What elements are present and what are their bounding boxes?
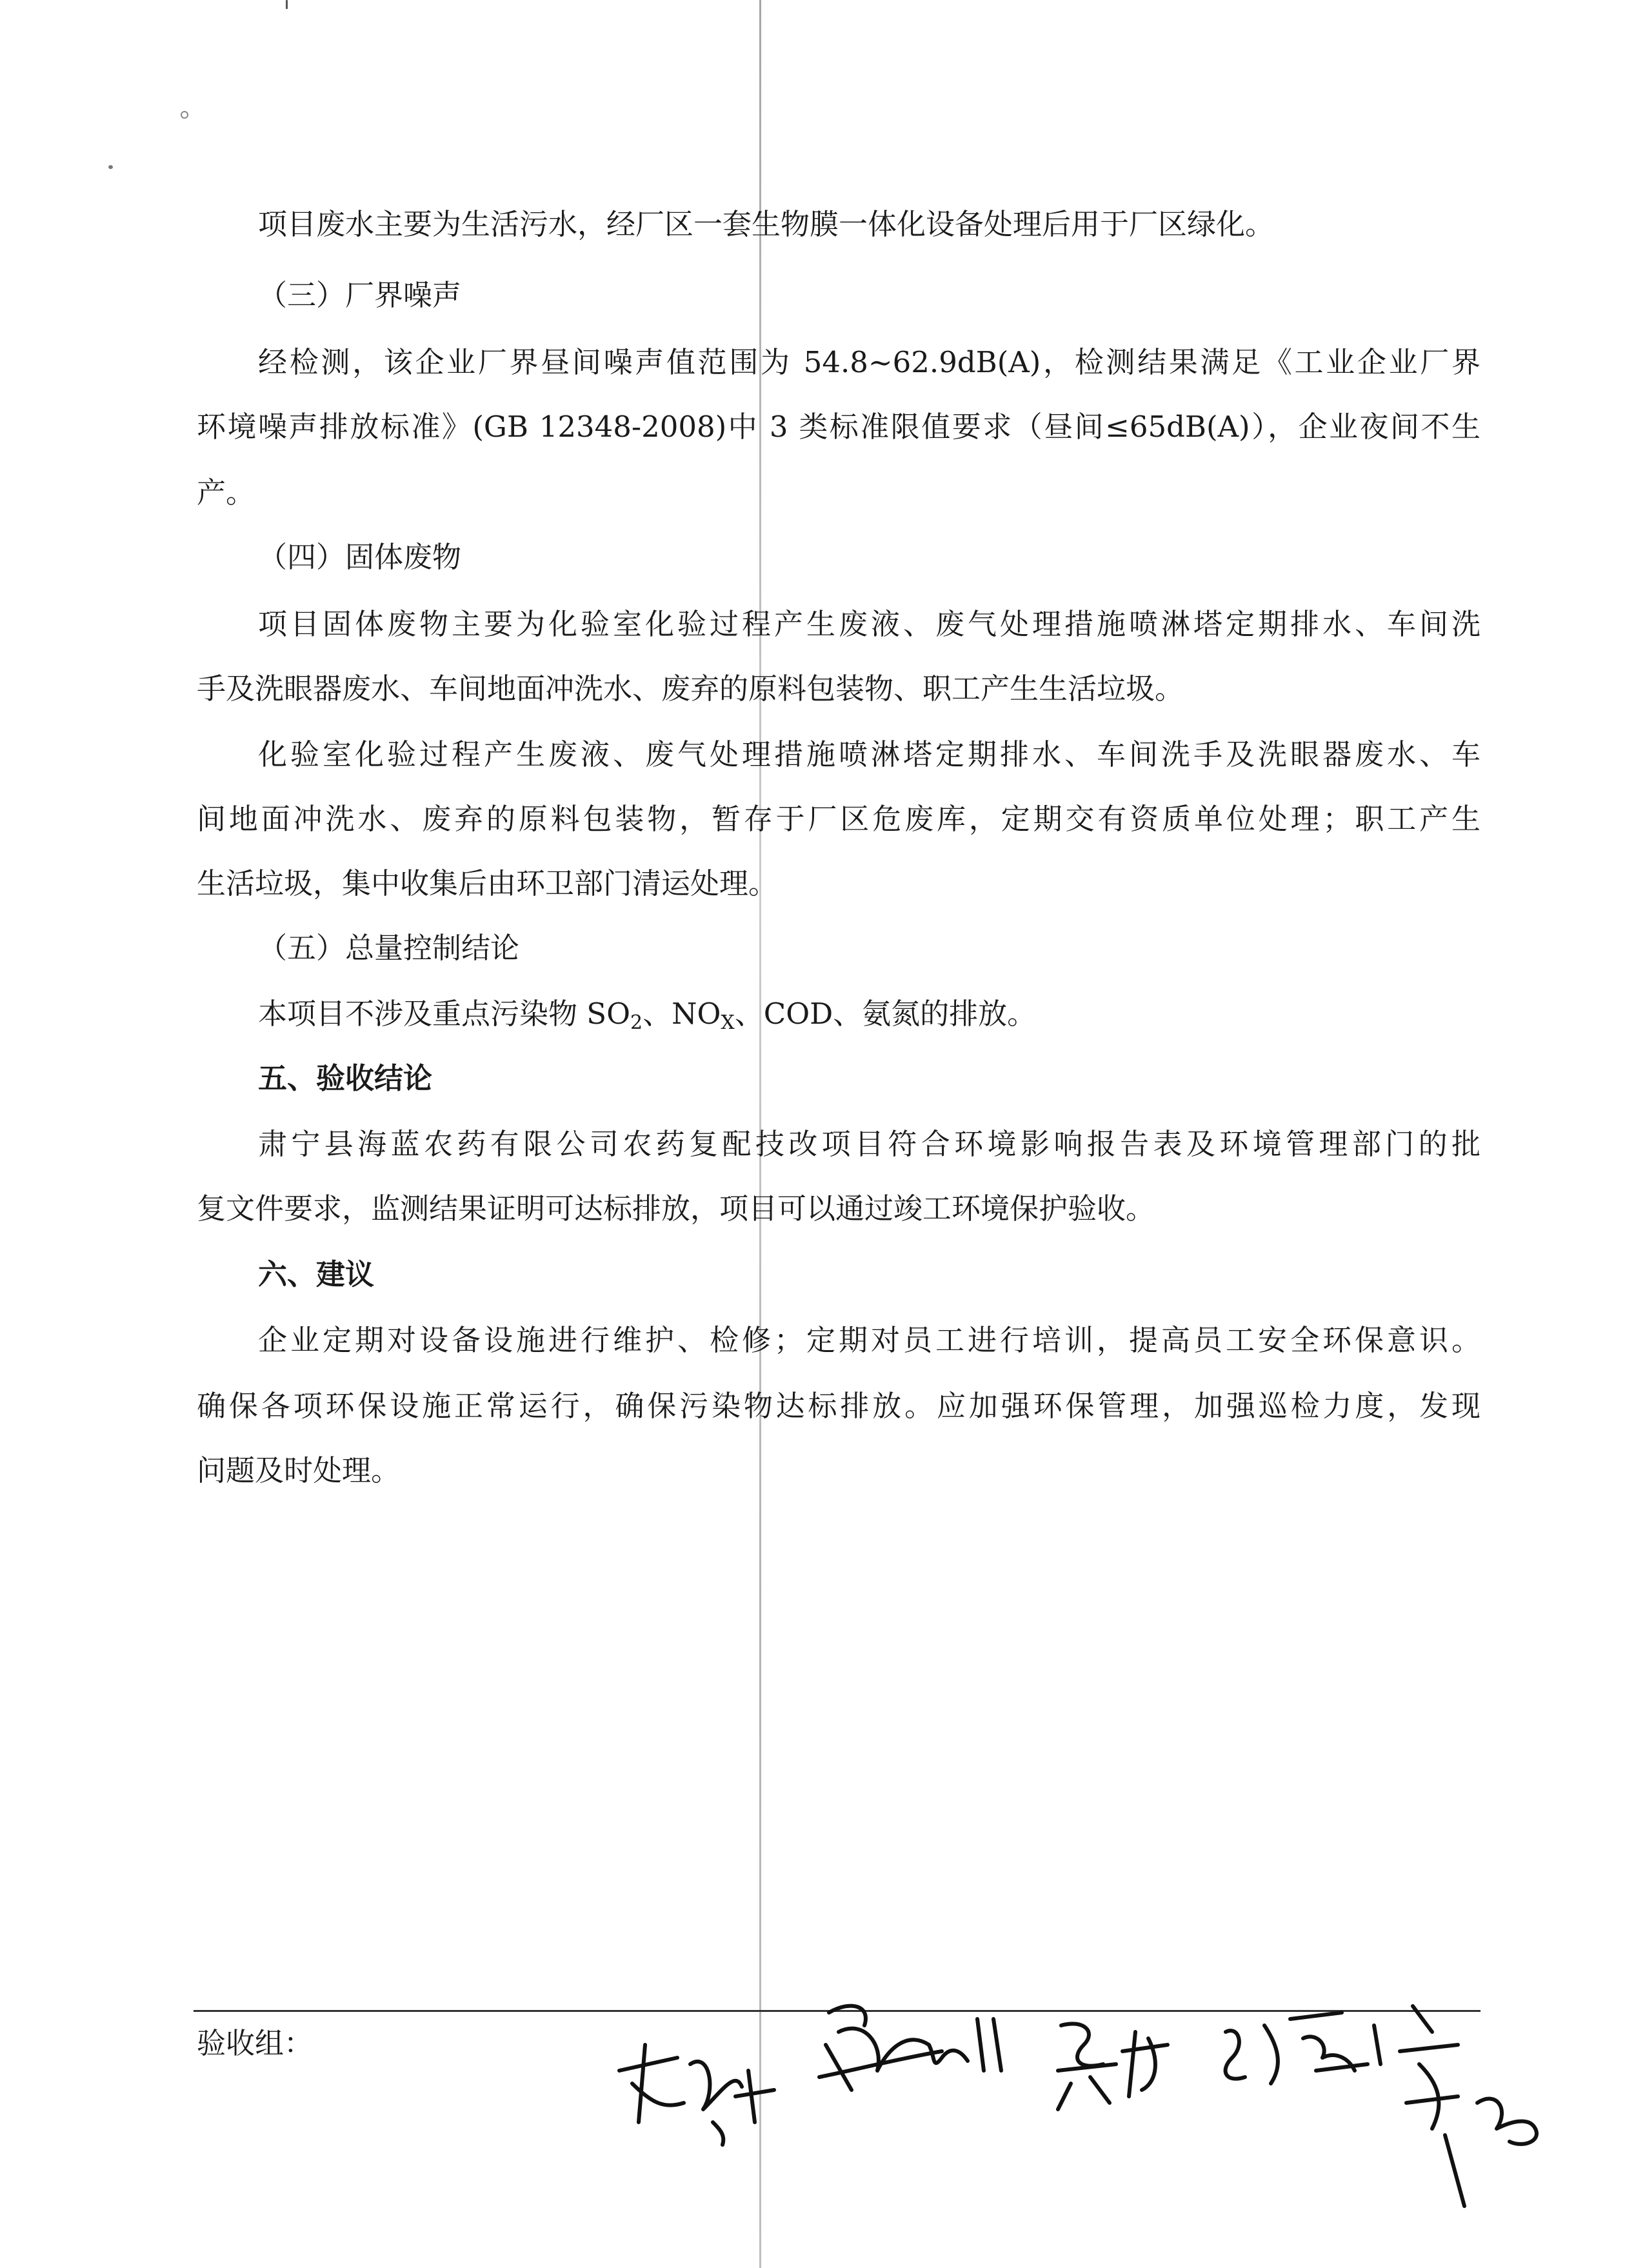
handwritten-signatures xyxy=(606,1974,1613,2245)
heading-suggestions: 六、建议 xyxy=(258,1257,375,1291)
paragraph-suggestions-line-3: 问题及时处理。 xyxy=(197,1453,401,1487)
paragraph-conclusion-line-1: 肃宁县海蓝农药有限公司农药复配技改项目符合环境影响报告表及环境管理部门的批 xyxy=(258,1127,1480,1161)
paragraph-total-control xyxy=(258,995,1036,1033)
total-text-b: 、NO xyxy=(643,997,721,1031)
paragraph-suggestions-line-2: 确保各项环保设施正常运行，确保污染物达标排放。应加强环保管理，加强巡检力度，发现 xyxy=(197,1389,1480,1423)
paragraph-solid-2-line-2: 间地面冲洗水、废弃的原料包装物，暂存于厂区危废库，定期交有资质单位处理；职工产生 xyxy=(197,802,1480,836)
total-text-c: 、COD、氨氮的排放。 xyxy=(734,997,1037,1031)
paragraph-wastewater: 项目废水主要为生活污水，经厂区一套生物膜一体化设备处理后用于厂区绿化。 xyxy=(258,207,1275,241)
scan-speck xyxy=(286,0,288,9)
total-text-a: 本项目不涉及重点污染物 SO xyxy=(258,997,631,1031)
paragraph-noise-line-3: 产。 xyxy=(197,475,255,510)
paragraph-noise-line-1: 经检测，该企业厂界昼间噪声值范围为 54.8~62.9dB(A)，检测结果满足《工业企业厂界 xyxy=(258,345,1480,379)
paragraph-suggestions-line-1: 企业定期对设备设施进行维护、检修；定期对员工进行培训，提高员工安全环保意识。 xyxy=(258,1323,1480,1357)
heading-total-control: （五）总量控制结论 xyxy=(258,931,520,965)
paragraph-solid-1-line-1: 项目固体废物主要为化验室化验过程产生废液、废气处理措施喷淋塔定期排水、车间洗 xyxy=(258,607,1480,641)
heading-conclusion: 五、验收结论 xyxy=(258,1061,433,1095)
scan-speck xyxy=(108,165,113,169)
paragraph-conclusion-line-2: 复文件要求，监测结果证明可达标排放，项目可以通过竣工环境保护验收。 xyxy=(197,1191,1155,1226)
heading-solid-waste: （四）固体废物 xyxy=(258,540,462,574)
paragraph-noise-line-2: 环境噪声排放标准》(GB 12348-2008)中 3 类标准限值要求（昼间≤65dB(A)），企业夜间不生 xyxy=(197,410,1480,444)
paragraph-solid-1-line-2: 手及洗眼器废水、车间地面冲洗水、废弃的原料包装物、职工产生生活垃圾。 xyxy=(197,671,1184,706)
paragraph-solid-2-line-1: 化验室化验过程产生废液、废气处理措施喷淋塔定期排水、车间洗手及洗眼器废水、车 xyxy=(258,737,1480,771)
scan-speck xyxy=(181,111,188,119)
acceptance-group-label: 验收组： xyxy=(197,2026,314,2060)
heading-noise: （三）厂界噪声 xyxy=(258,278,462,312)
total-subscript-x: X xyxy=(721,1011,735,1034)
paragraph-solid-2-line-3: 生活垃圾，集中收集后由环卫部门清运处理。 xyxy=(197,866,778,900)
total-subscript-2: 2 xyxy=(630,1011,643,1034)
